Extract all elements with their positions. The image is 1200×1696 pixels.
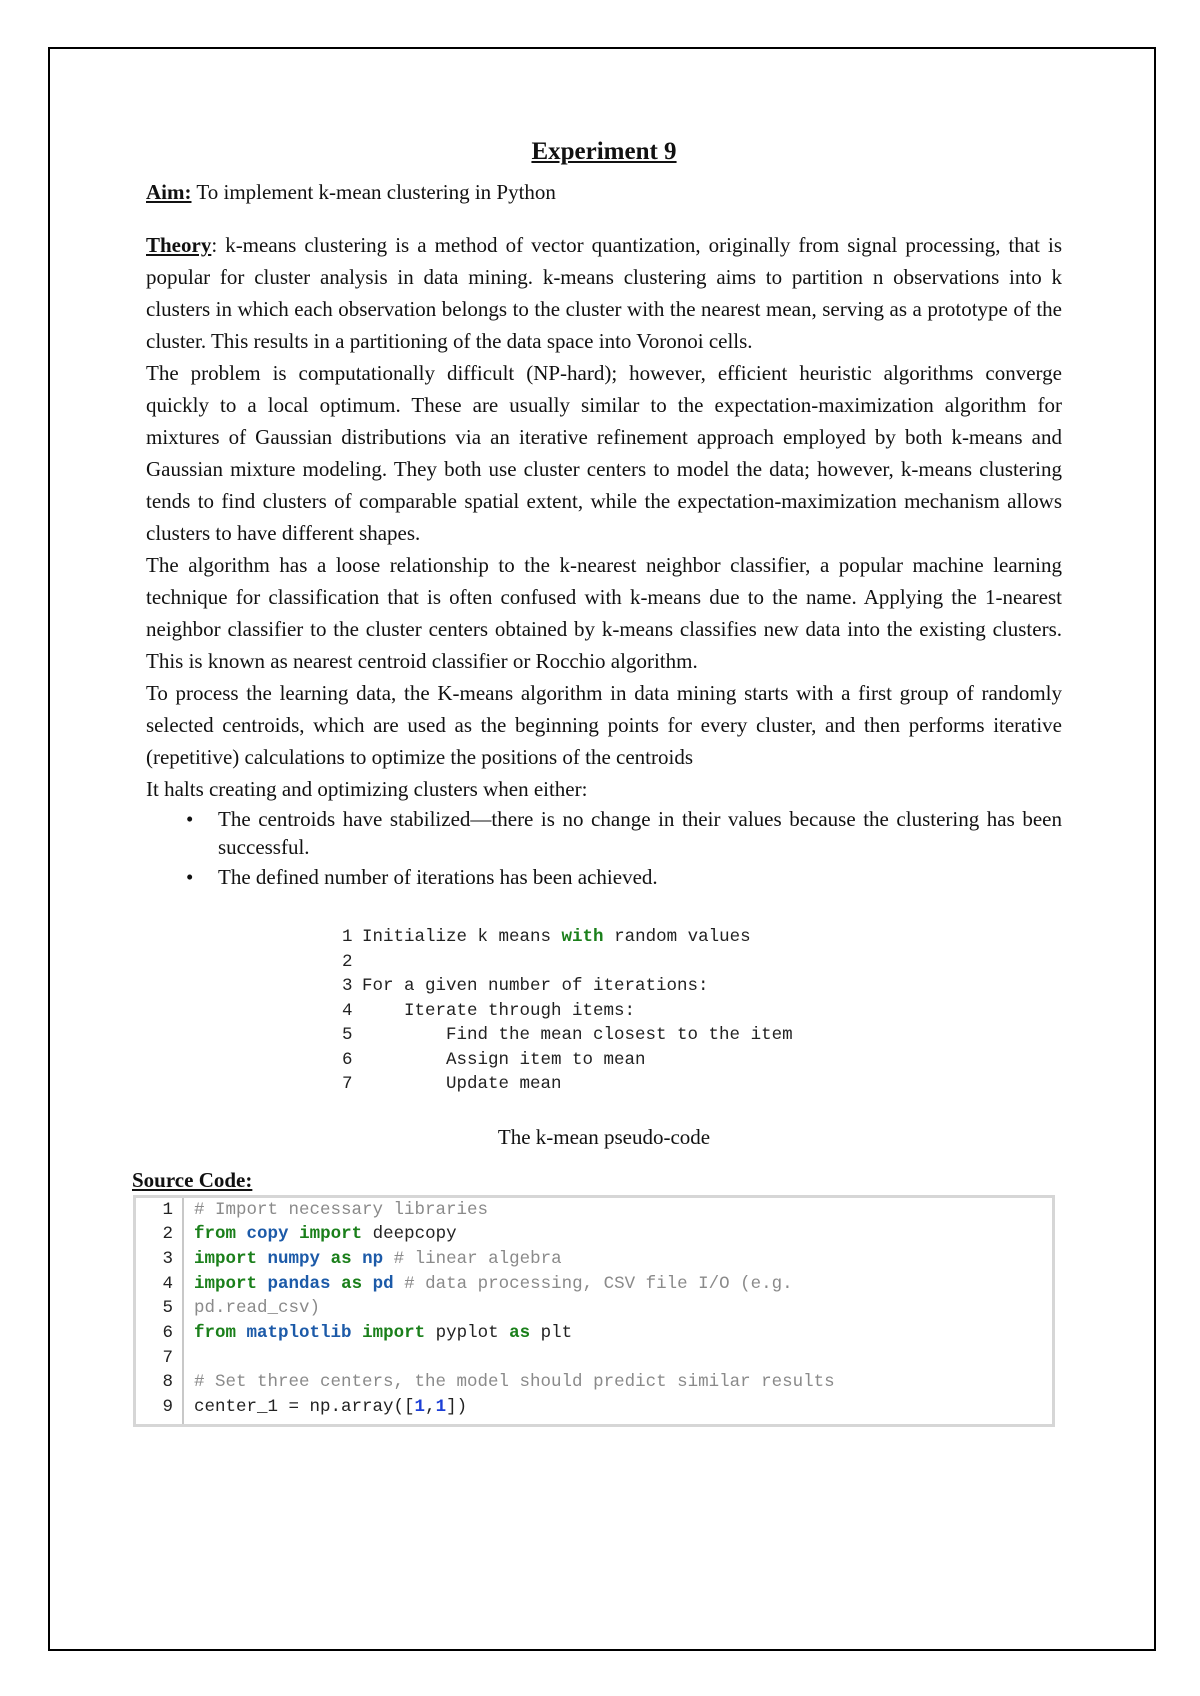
list-item: • The defined number of iterations has been achieved. [186, 865, 658, 889]
pseudocode-line: 6 Assign item to mean [342, 1049, 646, 1070]
aim-label: Aim: [146, 180, 192, 204]
code-line: # Import necessary libraries [194, 1199, 489, 1220]
paragraph-process: To process the learning data, the K-means algorithm in data mining starts with a first group of randomly selected centroids, which are used as the beginning points for every cluster, and then performs iterative (repetitive) calculations to optimize the positions of the centroids [146, 681, 1062, 769]
pseudocode-block [342, 925, 1062, 1097]
aim-line [146, 180, 1062, 205]
bullet-icon: • [186, 807, 194, 831]
theory-paragraph [146, 229, 1062, 357]
halt-conditions-list [146, 805, 1062, 891]
list-item: • The centroids have stabilized—there is no change in their values because the clustering has been successful. [186, 807, 1062, 859]
experiment-title: Experiment 9 [531, 138, 677, 165]
aim-text: To implement k-mean clustering in Python [191, 180, 556, 204]
code-line: from matplotlib import pyplot as plt [194, 1322, 573, 1343]
code-line [194, 1346, 835, 1371]
line-number-gutter: 1 2 3 4 5 6 7 8 9 [136, 1198, 184, 1424]
pseudocode-caption: The k-mean pseudo-code [497, 1124, 711, 1149]
theory-text: : k-means clustering is a method of vector quantization, originally from signal processing, that is popular for cluster analysis in data mining. k-means clustering aims to partition n observations into k clusters in which each observation belongs to the cluster with the nearest mean, serving as a prototype of the cluster. This results in a partitioning of the data space into Voronoi cells. [146, 233, 1062, 353]
code-lines [184, 1198, 835, 1424]
pseudocode-line: 3 For a given number of iterations: [342, 976, 709, 996]
paragraph-knn: The algorithm has a loose relationship to the k-nearest neighbor classifier, a popular machine learning technique for classification that is often confused with k-means due to the name. Applying the 1-nearest neighbor classifier to the cluster centers obtained by k-means classifies new data into the existing clusters. This is known as nearest centroid classifier or Rocchio algorithm. [146, 553, 1062, 673]
paragraph-np-hard: The problem is computationally difficult (NP-hard); however, efficient heuristic algorithms converge quickly to a local optimum. These are usually similar to the expectation-maximization algorithm for mixtures of Gaussian distributions via an iterative refinement approach employed by both k-means and Gaussian mixture modeling. They both use cluster centers to model the data; however, k-means clustering tends to find clusters of comparable spatial extent, while the expectation-maximization mechanism allows clusters to have different shapes. [146, 361, 1062, 545]
pseudocode-line: 5 Find the mean closest to the item [342, 1025, 793, 1045]
code-line: import numpy as np # linear algebra [194, 1248, 562, 1269]
document-body [132, 138, 1062, 1427]
pseudocode-line: 2 [342, 951, 353, 972]
code-line: center_1 = np.array([1,1]) [194, 1397, 468, 1417]
source-code-label: Source Code: [132, 1167, 253, 1192]
code-line: import pandas as pd # data processing, CSV file I/O (e.g. [194, 1273, 793, 1294]
code-line: # Set three centers, the model should predict similar results [194, 1372, 835, 1393]
pseudocode-line: 4 Iterate through items: [342, 1000, 636, 1021]
paragraph-halts: It halts creating and optimizing clusters when either: [146, 777, 588, 801]
source-code-block [133, 1195, 1055, 1427]
bullet-icon: • [186, 865, 194, 889]
code-line: from copy import deepcopy [194, 1224, 457, 1245]
theory-label: Theory [146, 233, 212, 257]
code-line: pd.read_csv) [194, 1298, 321, 1319]
pseudocode-line: 1 Initialize k means with random values [342, 927, 751, 947]
pseudocode-line: 7 Update mean [342, 1074, 562, 1094]
